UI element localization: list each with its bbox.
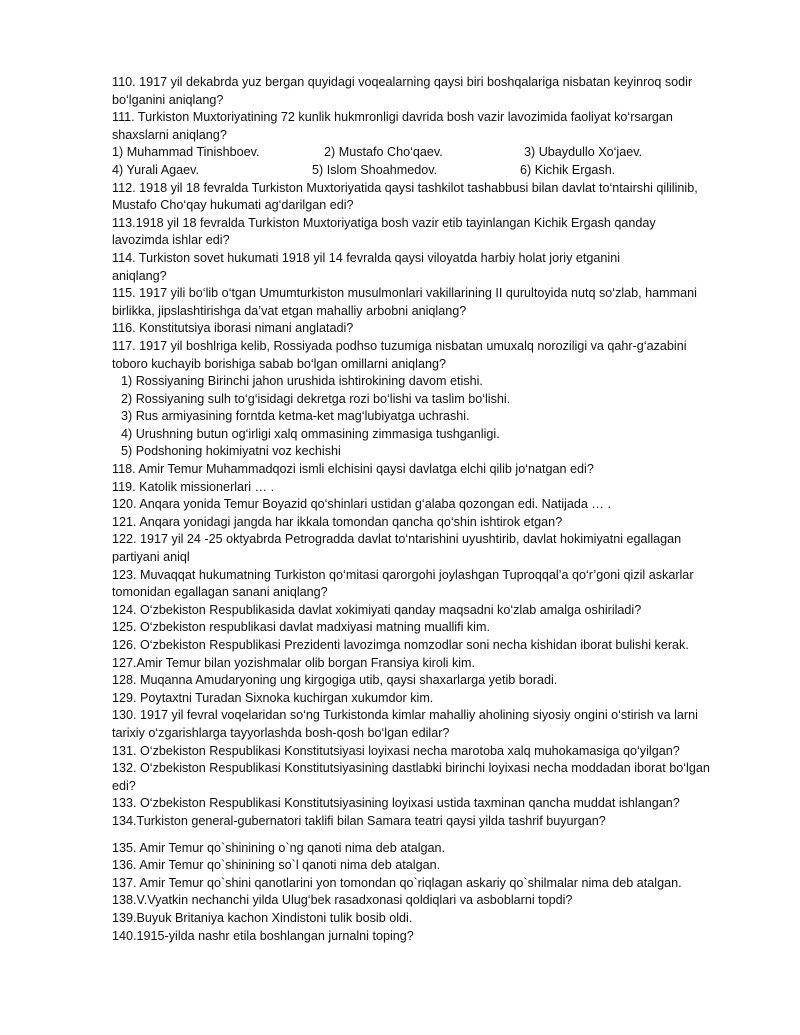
text-line: 140.1915-yilda nashr etila boshlangan jurnalni toping? bbox=[112, 928, 414, 943]
question-list bbox=[112, 74, 742, 945]
text-line: 139.Buyuk Britaniya kachon Xindistoni tulik bosib oldi. bbox=[112, 910, 413, 925]
text-line: 111. Turkiston Muxtoriyatining 72 kunlik hukmronligi davrida bosh vazir lavozimida faoliyat ko‘rsargan bbox=[112, 110, 673, 125]
text-line: 125. O‘zbekiston respublikasi davlat madxiyasi matning muallifi kim. bbox=[112, 620, 490, 635]
text-line: toboro kuchayib borishiga sabab bo‘lgan omillarni aniqlang? bbox=[112, 356, 446, 371]
answer-option: 4) Yurali Agaev. bbox=[112, 162, 200, 177]
answer-option: 1) Muhammad Tinishboev. bbox=[112, 145, 260, 160]
text-line: 136. Amir Temur qo`shinining so`l qanoti nima deb atalgan. bbox=[112, 858, 441, 873]
text-line: 132. O‘zbekiston Respublikasi Konstitutsiyasining dastlabki birinchi loyixasi necha moddadan iborat bo‘lgan bbox=[112, 761, 710, 776]
text-line: 124. O‘zbekiston Respublikasida davlat xokimiyati qanday maqsadni ko‘zlab amalga oshiriladi? bbox=[112, 602, 642, 617]
text-line: bo‘lganini aniqlang? bbox=[112, 92, 224, 107]
text-line: 131. O‘zbekiston Respublikasi Konstitutsiyasi loyixasi necha marotoba xalq muhokamasiga qo‘yilgan? bbox=[112, 743, 680, 758]
text-line: 116. Konstitutsiya iborasi nimani anglatadi? bbox=[112, 321, 354, 336]
text-line: 119. Katolik missionerlari … . bbox=[112, 479, 275, 494]
text-line: 135. Amir Temur qo`shinining o`ng qanoti nima deb atalgan. bbox=[112, 840, 446, 855]
answer-option: 6) Kichik Ergash. bbox=[520, 162, 616, 177]
answer-option: 2) Rossiyaning sulh to‘g‘isidagi dekretga rozi bo‘lishi va taslim bo‘lishi. bbox=[121, 391, 511, 406]
answer-options-row bbox=[112, 162, 742, 180]
answer-option: 5) Islom Shoahmedov. bbox=[312, 162, 438, 177]
text-line: 129. Poytaxtni Turadan Sixnoka kuchirgan xukumdor kim. bbox=[112, 690, 434, 705]
answer-option: 3) Rus armiyasining forntda ketma-ket mag‘lubiyatga uchrashi. bbox=[121, 409, 470, 424]
text-line: aniqlang? bbox=[112, 268, 167, 283]
text-line: 128. Muqanna Amudaryoning ung kirgogiga utib, qaysi shaxarlarga yetib boradi. bbox=[112, 673, 558, 688]
answer-option: 5) Podshoning hokimiyatni voz kechishi bbox=[121, 444, 341, 459]
text-line: 123. Muvaqqat hukumatning Turkiston qo‘mitasi qarorgohi joylashgan Tuproqqal’a qo‘r’goni qizil askarlar bbox=[112, 567, 694, 582]
text-line: 110. 1917 yil dekabrda yuz bergan quyidagi voqealarning qaysi biri boshqalariga nisbatan keyinroq sodir bbox=[112, 75, 693, 89]
text-line: 137. Amir Temur qo`shini qanotlarini yon tomondan qo`riqlagan askariy qo`shilmalar nima deb atalgan. bbox=[112, 875, 682, 890]
text-line: lavozimda ishlar edi? bbox=[112, 233, 230, 248]
answer-option: 1) Rossiyaning Birinchi jahon urushida ishtirokining davom etishi. bbox=[121, 374, 483, 389]
text-line: birlikka, jipslashtirishga da’vat etgan mahalliy arbobni aniqlang? bbox=[112, 303, 467, 318]
answer-option: 4) Urushning butun og‘irligi xalq ommasining zimmasiga tushganligi. bbox=[121, 426, 500, 441]
text-line: 127.Amir Temur bilan yozishmalar olib borgan Fransiya kiroli kim. bbox=[112, 655, 476, 670]
text-line: 120. Anqara yonida Temur Boyazid qo‘shinlari ustidan g‘alaba qozongan edi. Natijada … . bbox=[112, 497, 611, 512]
text-line: edi? bbox=[112, 778, 136, 793]
text-line: 114. Turkiston sovet hukumati 1918 yil 14 fevralda qaysi viloyatda harbiy holat joriy etganini bbox=[112, 250, 620, 265]
text-line: 117. 1917 yil boshlriga kelib, Rossiyada podhso tuzumiga nisbatan umuxalq noroziligi va qahr-g‘azabini bbox=[112, 338, 687, 353]
text-line: 121. Anqara yonidagi jangda har ikkala tomondan qancha qo‘shin ishtirok etgan? bbox=[112, 514, 563, 529]
answer-options-row bbox=[112, 144, 742, 162]
answer-option: 2) Mustafo Cho‘qaev. bbox=[324, 145, 443, 160]
text-line: 113.1918 yil 18 fevralda Turkiston Muxtoriyatiga bosh vazir etib tayinlangan Kichik Ergash qanday bbox=[112, 215, 656, 230]
text-line: 126. O‘zbekiston Respublikasi Prezidenti lavozimga nomzodlar soni necha kishidan iborat bulishi kerak. bbox=[112, 638, 689, 652]
text-line: 112. 1918 yil 18 fevralda Turkiston Muxtoriyatida qaysi tashkilot tashabbusi bilan davlat to‘ntairshi qililinib, bbox=[112, 180, 698, 195]
text-line: 115. 1917 yili bo‘lib o‘tgan Umumturkiston musulmonlari vakillarining II qurultoyida nutq so‘zlab, hammani bbox=[112, 286, 697, 301]
text-line: 134.Turkiston general-gubernatori taklifi bilan Samara teatri qaysi yilda tashrif buyurgan? bbox=[112, 813, 606, 828]
text-line: 130. 1917 yil fevral voqelaridan so‘ng Turkistonda kimlar mahalliy aholining siyosiy ongini o‘stirish va larni bbox=[112, 708, 698, 723]
text-line: 122. 1917 yil 24 -25 oktyabrda Petrogradda davlat to‘ntarishini uyushtirib, davlat hokimiyatni egallagan bbox=[112, 532, 682, 547]
text-line: shaxslarni aniqlang? bbox=[112, 127, 227, 142]
text-line: tomonidan egallagan sanani aniqlang? bbox=[112, 585, 328, 600]
text-line: 138.V.Vyatkin nechanchi yilda Ulug‘bek rasadxonasi qoldiqlari va asboblarni topdi? bbox=[112, 893, 573, 908]
text-line: 133. O‘zbekiston Respublikasi Konstitutsiyasining loyixasi ustida taxminan qancha muddat ishlangan? bbox=[112, 796, 680, 811]
text-line: tarixiy o‘zgarishlarga tayyorlashda bosh-qosh bo‘lgan edilar? bbox=[112, 725, 450, 740]
answer-option: 3) Ubaydullo Xo‘jaev. bbox=[524, 145, 643, 160]
text-line: partiyani aniql bbox=[112, 550, 190, 565]
paragraph-gap bbox=[112, 831, 742, 840]
text-line: 118. Amir Temur Muhammadqozi ismli elchisini qaysi davlatga elchi qilib jo‘natgan edi? bbox=[112, 462, 594, 477]
text-line: Mustafo Cho‘qay hukumati ag‘darilgan edi? bbox=[112, 198, 354, 213]
